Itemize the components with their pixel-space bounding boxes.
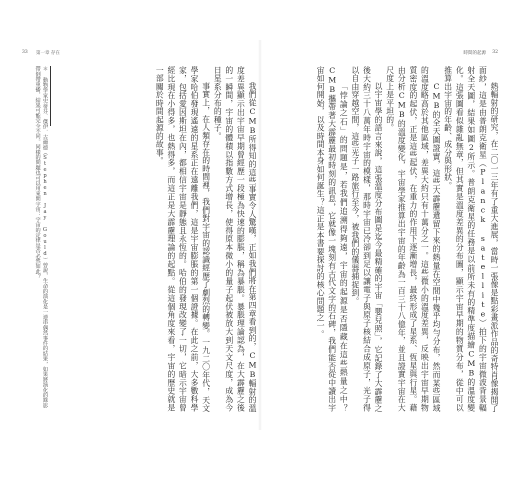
body-paragraph: 事實上，在人類存在的時間裡，我們對宇宙的認識經歷了劇烈的轉變。一九二〇年代，天文學家哈伯發現遙遠的星系正在遠離我們，這是宇宙膨脹的第一個證據。在此之前，大多數科學家，包括愛因斯坦在內，都相信宇宙是靜態且永恆的。哈伯的發現改變了一切，它暗示宇宙曾經比現在小得多，也熱得多，而這正是大霹靂理論的起點。從這個角度來看，宇宙的歷史就是一部關於時間起源的故事。	[155, 66, 211, 412]
footnote-rule	[50, 66, 51, 126]
right-page	[262, 50, 500, 412]
body-paragraph: 「悖論之石」的問題是，若我們追溯得夠遠，宇宙的起源是否隱藏在這些熱量之中？CMB攜帶著大霹靂最初時刻的訊息，它就像一塊刻有古代文字的石碑，我們能否從中讀出宇宙如何開始，以及時間本身如何誕生？這正是本書要探討的核心問題之一。	[316, 66, 349, 412]
body-paragraph: 我們從CMB所得知的這些事實令人驚嘆，正如我們將在第四章看到的，CMB輻射的溫度差異顯示出宇宙早期曾經歷一段極為快速的膨脹，稱為暴脹。暴脹理論認為，在大霹靂之後的一瞬間，宇宙的體積以指數方式增長，使得原本微小的量子起伏被放大到天文尺度，成為今日星系分布的種子。	[213, 66, 257, 412]
right-page-body	[262, 66, 500, 412]
left-running-header	[20, 50, 258, 58]
chapter-title: 第一章 存在	[36, 51, 60, 56]
body-paragraph: CMB的全天圖證實，這些大霹靂遺留下來的熱量在空間中幾乎均勻分布，然而某些區域的溫度略高於其他區域，差異大約只有十萬分之一。這些微小的溫度差異，反映出宇宙早期物質密度的起伏，正是這些起伏，在重力的作用下逐漸增長，最終形成了星系、恆星與行星。藉由分析CMB的溫度變化，宇宙學家推算出宇宙的年齡為一百三十八億年，並且證實宇宙在大尺度上是平坦的。	[385, 66, 442, 412]
right-page-number: 32	[492, 50, 498, 55]
left-page-number: 33	[22, 50, 28, 55]
book-title: 時間的起源	[463, 51, 486, 56]
left-page	[20, 50, 258, 412]
left-page-body	[58, 66, 258, 412]
right-running-header	[262, 50, 500, 58]
body-paragraph: 熱輻射的研究，在二〇一三年有了重大進展，當時一張像是點彩畫派作品的奇特肖像揭開了面紗，這是由普朗克衛星（Planck satellite）拍下的宇宙微波背景輻射全天圖，結果如圖2所示。普朗克衛星的任務是以前所未有的精準度描繪CMB的溫度變化。這張圖看似雜亂無章，但其實是溫度差異的分布圖，顯示宇宙早期的物質分布，從中可以推算出宇宙的年齡、成分與形狀。	[443, 66, 499, 412]
footnote: ＊ 動物學家史蒂芬．傑伊．古爾德（Stephen Jay Gould）曾說，生命的演化是一連串偶然事件的結果，如果將演化的錄影帶倒帶重播，結果可能完全不同。同樣的問題也可以用來問宇宙：宇宙的定律是否必然如此？	[34, 66, 48, 408]
body-paragraph: 以宇宙學的語言來說，這張溫度分布圖是迄今最精確的宇宙「嬰兒照」，它記錄了大霹靂之後大約三十八萬年時宇宙的模樣，那時宇宙已冷卻到足以讓電子與原子核結合成原子，光子得以自由穿越空間，這些光子一路旅行至今，被我們的儀器捕捉到。	[350, 66, 384, 412]
